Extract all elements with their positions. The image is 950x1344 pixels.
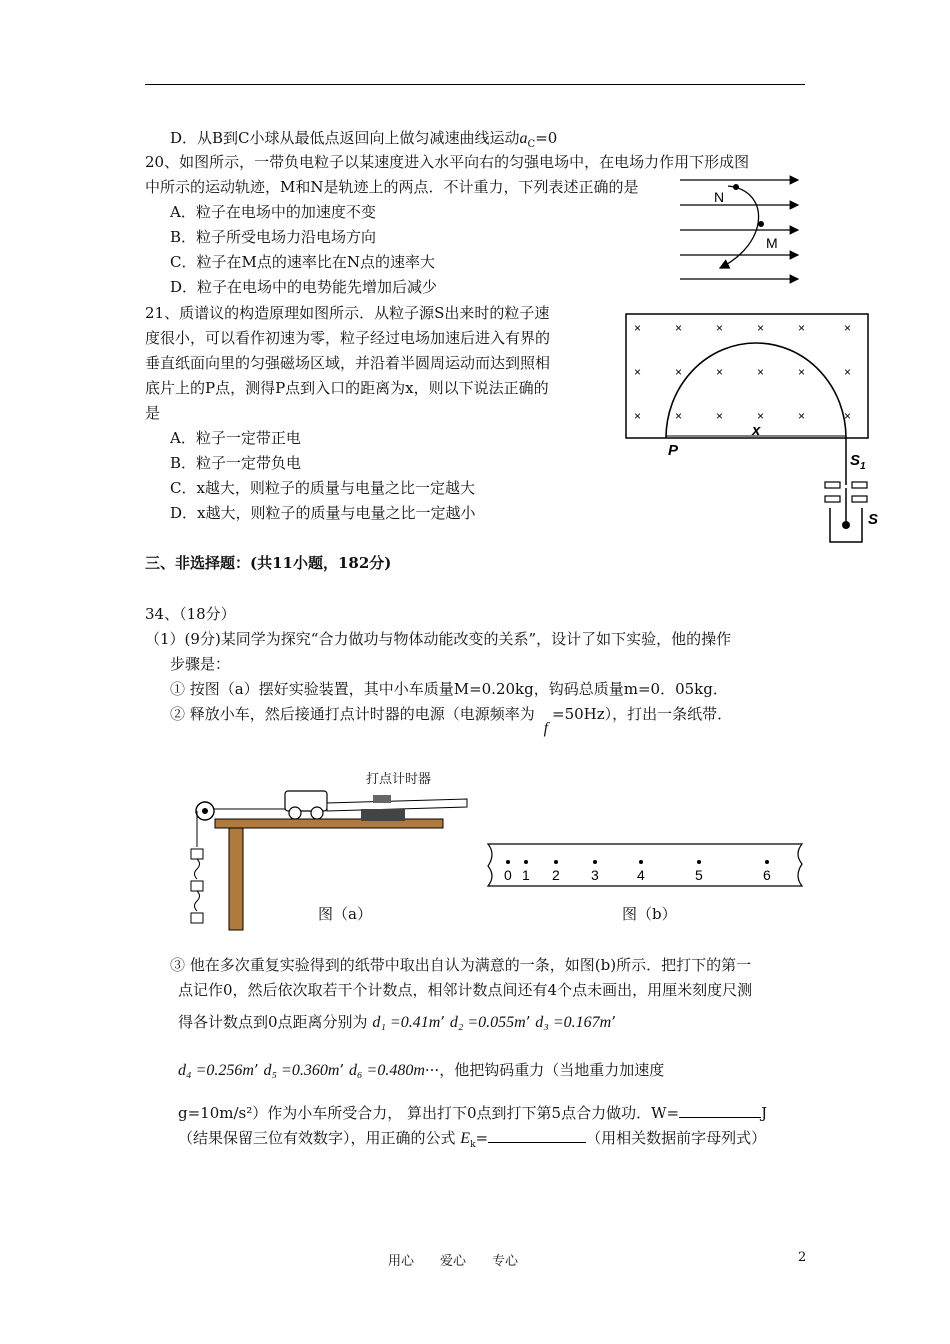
trajectory — [720, 186, 759, 268]
ek-answer-blank[interactable] — [488, 1142, 586, 1143]
q34-step1: ① 按图（a）摆好实验装置，其中小车质量M=0.20kg，钩码总质量m=0．05kg． — [170, 680, 728, 698]
source-dot — [842, 521, 850, 529]
tape-number: 2 — [552, 867, 560, 883]
plate — [852, 482, 867, 488]
step2-f: f — [543, 720, 549, 737]
timer-top — [373, 795, 391, 803]
timer-body — [361, 809, 405, 821]
q34-step3-2: 点记作0，然后依次取若干个计数点，相邻计数点间还有4个点未画出，用厘米刻度尺测 — [178, 981, 753, 999]
point-n — [733, 184, 739, 190]
q21-option-a: A．粒子一定带正电 — [170, 429, 301, 447]
label-x: x — [752, 422, 761, 439]
fig-b-caption: 图（b） — [622, 905, 677, 923]
q21-spectrometer-figure — [620, 310, 880, 550]
mark: × — [716, 365, 724, 379]
mark: × — [757, 321, 765, 335]
ek: E — [460, 1130, 471, 1147]
step2-post: =50Hz），打出一条纸带． — [552, 705, 733, 723]
mark: × — [675, 409, 683, 423]
q20-stem-1: 20、如图所示，一带负电粒子以某速度进入水平向右的匀强电场中，在电场力作用下形成图 — [145, 153, 750, 171]
tape-number: 5 — [695, 867, 703, 883]
q20-option-a: A．粒子在电场中的加速度不变 — [170, 203, 376, 221]
d1: d₁ =0.41m — [372, 1014, 441, 1031]
fig-a-caption: 图（a） — [318, 905, 372, 923]
d2: d₂ =0.055m — [449, 1014, 526, 1031]
cart-wheel — [311, 807, 323, 819]
sep: ’ — [339, 1061, 345, 1079]
label-p: P — [668, 442, 679, 459]
q19-math: a — [519, 130, 528, 147]
tape-number: 1 — [522, 867, 530, 883]
step3-line5: g=10m/s²）作为小车所受合力， 算出打下0点到打下第5点合力做功．W= — [178, 1104, 680, 1122]
mark: × — [798, 321, 806, 335]
ellipsis: ··· — [424, 1061, 440, 1079]
q34-part1-1: （1）(9分)某同学为探究“合力做功与物体动能改变的关系”，设计了如下实验，他的操作 — [145, 630, 732, 648]
mark: × — [844, 409, 852, 423]
magnetic-field-box — [626, 314, 868, 438]
step3-pre: 得各计数点到0点距离分别为 — [178, 1013, 368, 1031]
tape-dot — [524, 860, 528, 864]
page-number: 2 — [798, 1250, 807, 1265]
mark: × — [634, 409, 642, 423]
q21-stem-5: 是 — [145, 404, 161, 422]
q34-step3-6 — [178, 1128, 766, 1155]
sep: ’ — [253, 1061, 259, 1079]
pulley-axle — [202, 808, 208, 814]
header-rule — [145, 84, 805, 85]
table-leg — [229, 828, 243, 930]
timer-label: 打点计时器 — [366, 772, 432, 787]
step3-line6-post: （用相关数据前字母列式） — [586, 1129, 767, 1147]
s1: S — [850, 452, 861, 469]
label-s1 — [850, 452, 866, 472]
sep: ’ — [525, 1013, 531, 1031]
tape-number: 4 — [637, 867, 645, 883]
tape-number: 0 — [504, 867, 512, 883]
q34-step3-3 — [178, 1012, 616, 1033]
step3-line6-pre: （结果保留三位有效数字），用正确的公式 — [178, 1129, 456, 1147]
q19-option-d — [170, 128, 557, 155]
tape-number: 3 — [591, 867, 599, 883]
unit-j: J — [761, 1104, 768, 1122]
q20-option-c: C．粒子在M点的速率比在N点的速率大 — [170, 253, 435, 271]
fig-b-tape — [480, 842, 805, 890]
label-s: S — [868, 511, 879, 528]
hook-weights — [191, 849, 203, 923]
q34-step3-1: ③ 他在多次重复实验得到的纸带中取出自认为满意的一条，如图(b)所示．把打下的第一 — [170, 956, 752, 974]
mark: × — [716, 409, 724, 423]
d6: d₆ =0.480m — [348, 1062, 425, 1079]
w-answer-blank[interactable] — [679, 1117, 761, 1118]
q19-option-d-text: D．从B到C小球从最低点返回向上做匀减速曲线运动 — [170, 129, 520, 147]
field-marks — [634, 321, 851, 423]
plate — [852, 496, 867, 502]
cart-wheel — [289, 807, 301, 819]
q21-option-c: C．x越大，则粒子的质量与电量之比一定越大 — [170, 479, 475, 497]
sep: ’ — [611, 1013, 616, 1031]
q21-option-d: D．x越大，则粒子的质量与电量之比一定越小 — [170, 504, 476, 522]
sep: ’ — [440, 1013, 446, 1031]
q34-step3-5 — [178, 1103, 767, 1123]
tape-dot — [765, 860, 769, 864]
eq: = — [475, 1129, 489, 1147]
mark: × — [675, 321, 683, 335]
q20-option-d: D．粒子在电场中的电势能先增加后减少 — [170, 278, 438, 296]
plate — [825, 496, 840, 502]
mark: × — [634, 321, 642, 335]
ek-sub: k — [470, 1140, 476, 1150]
tape-dot — [506, 860, 510, 864]
q34-step3-4 — [178, 1060, 664, 1081]
mark: × — [798, 365, 806, 379]
mark: × — [675, 365, 683, 379]
mark: × — [844, 365, 852, 379]
tape-dot — [639, 860, 643, 864]
label-n: N — [714, 189, 725, 205]
q19-sub: C — [527, 139, 536, 150]
q20-stem-2: 中所示的运动轨迹，M和N是轨迹上的两点．不计重力，下列表述正确的是 — [145, 178, 639, 196]
q21-stem-4: 底片上的P点，测得P点到入口的距离为x，则以下说法正确的 — [145, 379, 549, 397]
tape-dot — [593, 860, 597, 864]
table-top — [215, 819, 443, 828]
q21-stem-2: 度很小，可以看作初速为零，粒子经过电场加速后进入有界的 — [145, 329, 551, 347]
point-m — [758, 221, 764, 227]
q21-option-b: B．粒子一定带负电 — [170, 454, 302, 472]
s1-sub: 1 — [860, 461, 866, 472]
tape-dot — [554, 860, 558, 864]
mark: × — [634, 365, 642, 379]
q34-number: 34、（18分） — [145, 605, 236, 623]
step3-line4-post: ，他把钩码重力（当地重力加速度 — [439, 1061, 665, 1079]
section3-title: 三、非选择题：(共11小题，182分) — [145, 554, 392, 572]
tape-outline — [488, 844, 802, 886]
d4: d₄ =0.256m — [178, 1062, 254, 1079]
q20-option-b: B．粒子所受电场力沿电场方向 — [170, 228, 377, 246]
q21-stem-3: 垂直纸面向里的匀强磁场区域，并沿着半圆周运动而达到照相 — [145, 354, 551, 372]
mark: × — [757, 409, 765, 423]
q19-tail: =0 — [535, 129, 558, 147]
plate — [825, 482, 840, 488]
tape-dot — [697, 860, 701, 864]
tape-number: 6 — [763, 867, 771, 883]
q20-field-figure — [670, 168, 810, 288]
mark: × — [798, 409, 806, 423]
mark: × — [716, 321, 724, 335]
field-lines — [680, 180, 798, 279]
step2-pre: ② 释放小车，然后接通打点计时器的电源（电源频率为 — [170, 705, 535, 723]
q34-step2 — [170, 704, 733, 737]
footer-text: 用心 爱心 专心 — [388, 1254, 519, 1269]
mark: × — [757, 365, 765, 379]
label-m: M — [766, 235, 778, 251]
d3: d₃ =0.167m — [535, 1014, 612, 1031]
mark: × — [844, 321, 852, 335]
q34-part1-2: 步骤是： — [170, 655, 231, 673]
q21-stem-1: 21、质谱议的构造原理如图所示．从粒子源S出来时的粒子速 — [145, 304, 550, 322]
d5: d₅ =0.360m — [263, 1062, 340, 1079]
